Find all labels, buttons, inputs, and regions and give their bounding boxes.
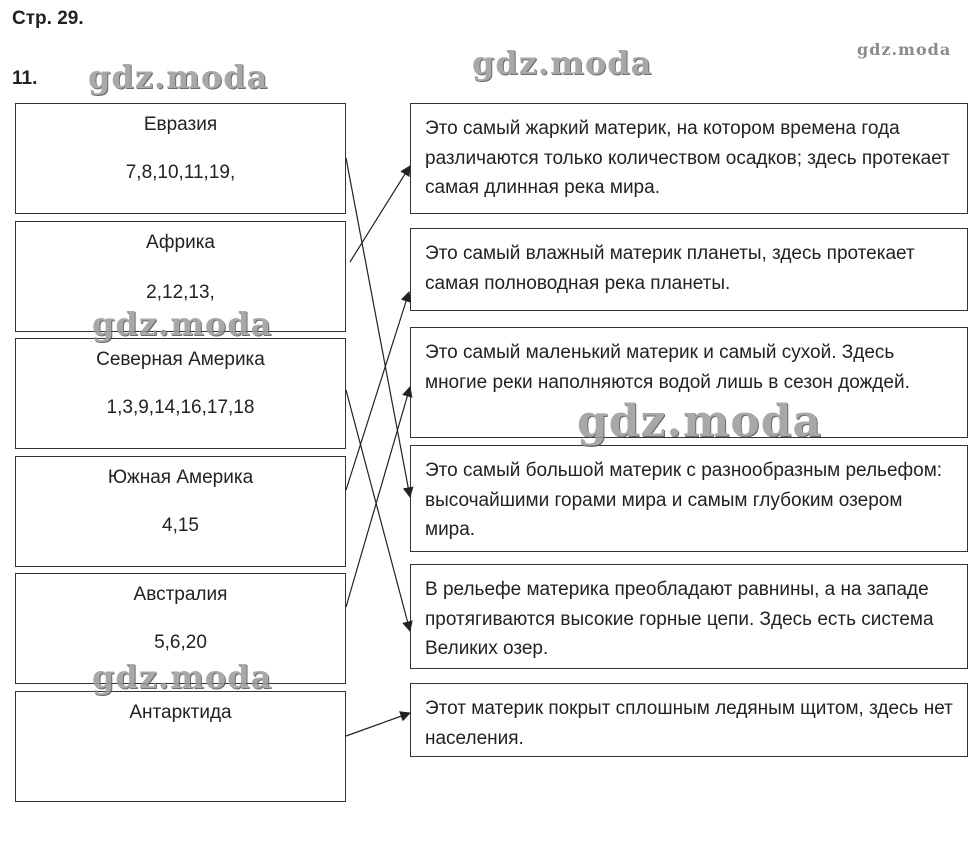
continent-numbers: 2,12,13,	[146, 282, 215, 303]
page-number: Стр. 29.	[12, 8, 84, 29]
description-box-3: Это самый маленький материк и самый сухой. Здесь многие реки наполняются водой лишь в сезон дождей.	[410, 327, 968, 438]
arrow-north-america	[346, 390, 410, 631]
arrow-antarctica	[346, 713, 410, 736]
arrow-eurasia	[346, 158, 410, 497]
continent-numbers: 7,8,10,11,19,	[125, 162, 236, 183]
continent-box-antarctica	[15, 691, 346, 802]
continent-name: Евразия	[143, 114, 218, 135]
continent-name: Африка	[146, 232, 215, 253]
continent-name: Антарктида	[129, 702, 232, 723]
continent-numbers: 5,6,20	[154, 632, 207, 653]
watermark: gdz.moda	[92, 305, 273, 343]
description-box-4: Это самый большой материк с разнообразным рельефом: высочайшими горами мира и самым глубоким озером мира.	[410, 445, 968, 552]
continent-box-eurasia	[15, 103, 346, 214]
watermark: gdz.moda	[577, 396, 823, 447]
continent-name: Северная Америка	[96, 349, 265, 370]
description-box-5: В рельефе материка преобладают равнины, а на западе протягиваются высокие горные цепи. Здесь есть система Великих озер.	[410, 564, 968, 669]
continent-numbers: 1,3,9,14,16,17,18	[106, 397, 255, 418]
arrow-australia	[346, 387, 410, 607]
arrow-africa	[350, 166, 410, 262]
continent-box-north-america	[15, 338, 346, 449]
watermark: gdz.moda	[472, 44, 653, 82]
description-box-2: Это самый влажный материк планеты, здесь протекает самая полноводная река планеты.	[410, 228, 968, 311]
watermark: gdz.moda	[857, 40, 952, 59]
continent-box-south-america	[15, 456, 346, 567]
arrow-south-america	[346, 292, 409, 490]
continent-name: Южная Америка	[107, 467, 254, 488]
description-box-1: Это самый жаркий материк, на котором времена года различаются только количеством осадков; здесь протекает самая длинная река мира.	[410, 103, 968, 214]
task-number: 11.	[12, 68, 38, 89]
watermark: gdz.moda	[88, 58, 269, 96]
watermark: gdz.moda	[92, 658, 273, 696]
continent-numbers: 4,15	[162, 515, 199, 536]
description-box-6: Этот материк покрыт сплошным ледяным щитом, здесь нет населения.	[410, 683, 968, 757]
continent-name: Австралия	[133, 584, 228, 605]
